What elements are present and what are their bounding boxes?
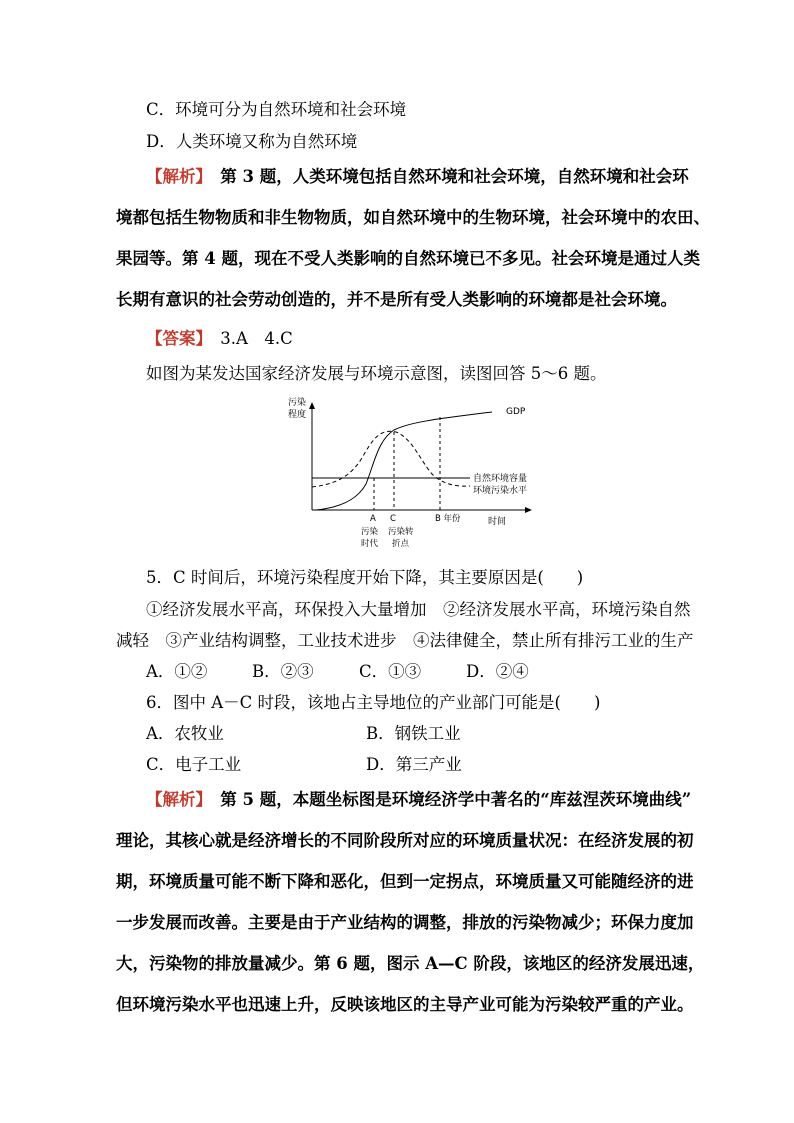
- answer-tag: 【答案】: [146, 329, 204, 348]
- analysis-2-tag: 【解析】: [146, 790, 204, 809]
- environment-economy-figure: [280, 392, 560, 552]
- analysis-2-line-5: 大，污染物的排放量减少。第 6 题，图示 A—C 阶段，该地区的经济发展迅速，: [116, 954, 705, 973]
- pollution-legend: 环境污染水平: [473, 486, 528, 496]
- q6-option-d: D．第三产业: [366, 755, 462, 774]
- analysis-1-line-4: 长期有意识的社会劳动创造的，并不是所有受人类影响的环境都是社会环境。: [116, 290, 677, 309]
- point-a-label: A: [370, 514, 376, 524]
- c-caption-line-1: 污染转: [388, 527, 414, 537]
- y-label-line-1: 污染: [288, 398, 307, 408]
- q5-choices-line-1: ①经济发展水平高，环保投入大量增加 ②经济发展水平高，环境污染自然: [146, 600, 691, 619]
- capacity-legend: 自然环境容量: [473, 474, 528, 484]
- analysis-1-line-3: 果园等。第 4 题，现在不受人类影响的自然环境已不多见。社会环境是通过人类: [116, 249, 700, 268]
- q6-option-c: C．电子工业: [146, 755, 242, 774]
- point-b-year-label: B 年份: [435, 514, 461, 524]
- analysis-2-line-3: 期，环境质量可能不断下降和恶化，但到一定拐点，环境质量又可能随经济的进: [116, 872, 694, 891]
- analysis-2-line-1: 【解析】 第 5 题，本题坐标图是环境经济学中著名的“库兹涅茨环境曲线”: [146, 790, 692, 809]
- q5-option-b: B．②③: [252, 662, 314, 681]
- c-caption-line-2: 折点: [392, 539, 410, 549]
- pollution-curve: [312, 431, 470, 487]
- point-c-label: C: [390, 514, 396, 524]
- y-label-line-2: 程度: [288, 410, 307, 420]
- analysis-1-line-2: 境都包括生物物质和非生物物质，如自然环境中的生物环境，社会环境中的农田、: [116, 208, 710, 227]
- analysis-2-line-4: 一步发展而改善。主要是由于产业结构的调整，排放的污染物减少；环保力度加: [116, 913, 694, 932]
- q5-option-c: C．①③: [359, 662, 422, 681]
- q6-stem: 6．图中 A－C 时段，该地占主导地位的产业部门可能是( ): [146, 693, 601, 712]
- gdp-label: GDP: [506, 407, 526, 417]
- figure-intro: 如图为某发达国家经济发展与环境示意图，读图回答 5～6 题。: [146, 364, 607, 383]
- analysis-2-line-6: 但环境污染水平也迅速上升，反映该地区的主导产业可能为污染较严重的产业。: [116, 995, 694, 1014]
- y-axis-arrow: [309, 402, 315, 409]
- x-axis-label: 时间: [488, 517, 507, 527]
- q4-option-c: C．环境可分为自然环境和社会环境: [146, 100, 407, 119]
- q5-stem: 5．C 时间后，环境污染程度开始下降，其主要原因是( ): [146, 568, 584, 587]
- analysis-tag: 【解析】: [146, 167, 204, 186]
- a-caption-line-1: 污染: [361, 527, 379, 537]
- q5-choices-line-2: 减轻 ③产业结构调整，工业技术进步 ④法律健全，禁止所有排污工业的生产: [116, 631, 694, 650]
- q6-option-b: B．钢铁工业: [366, 724, 461, 743]
- analysis-2-line-2: 理论，其核心就是经济增长的不同阶段所对应的环境质量状况：在经济发展的初: [116, 831, 694, 850]
- analysis-1-line-1: 【解析】 第 3 题，人类环境包括自然环境和社会环境，自然环境和社会环: [146, 167, 689, 186]
- a-caption-line-2: 时代: [361, 539, 379, 549]
- q5-option-a: A．①②: [146, 662, 208, 681]
- q6-option-a: A．农牧业: [146, 724, 224, 743]
- x-axis-arrow: [525, 507, 532, 513]
- answer-line: [146, 325, 293, 349]
- answer-text: 3.A 4.C: [220, 329, 293, 348]
- gdp-curve: [316, 412, 492, 510]
- q4-option-d: D．人类环境又称为自然环境: [146, 132, 358, 151]
- q5-option-d: D．②④: [466, 662, 529, 681]
